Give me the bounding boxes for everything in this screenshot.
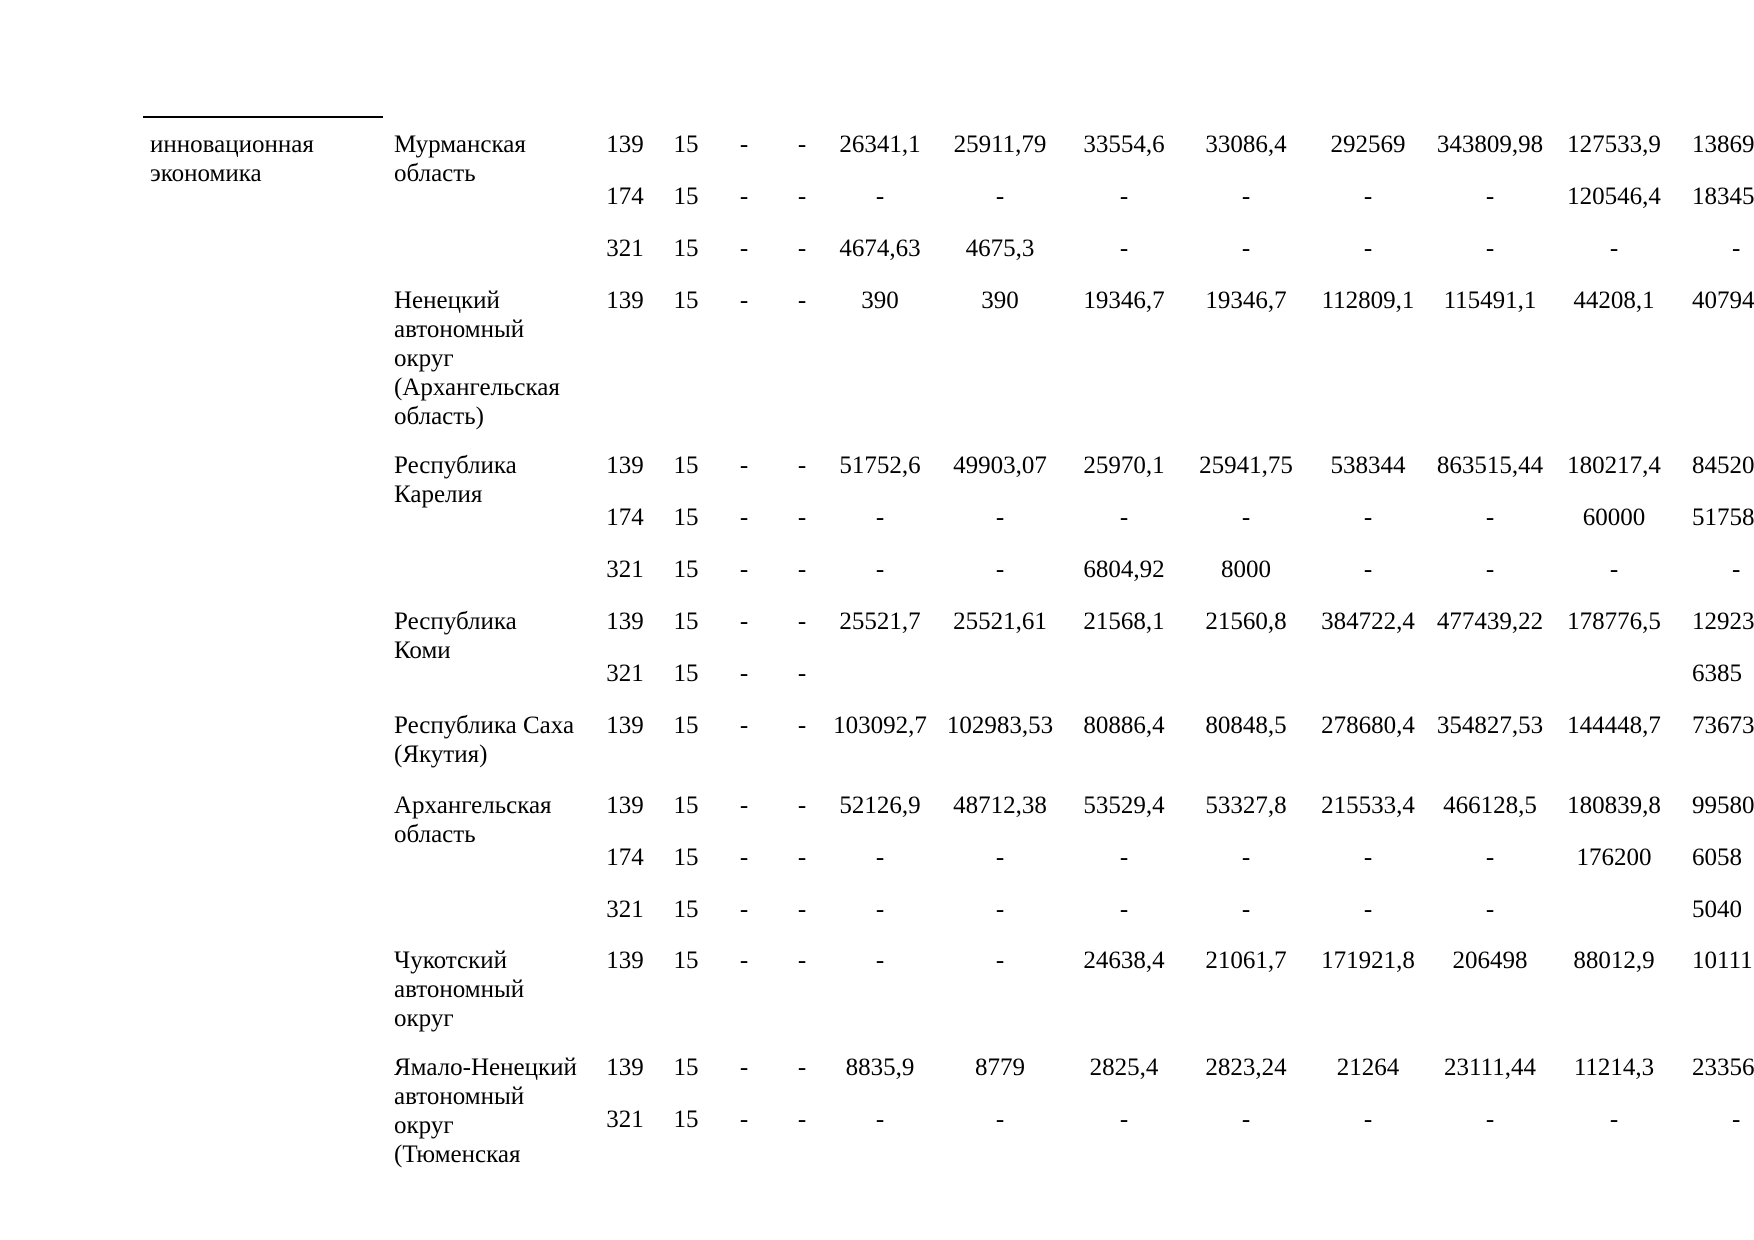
- cell-value-clipped: 23356: [1692, 1054, 1754, 1081]
- cell-percent: 15: [673, 235, 699, 262]
- cell-value: 51752,6: [839, 452, 921, 479]
- cell-dash: -: [797, 1106, 807, 1133]
- cell-percent: 15: [673, 504, 699, 531]
- cell-value: 11214,3: [1573, 1054, 1655, 1081]
- cell-dash: -: [1732, 1106, 1741, 1133]
- table-row: [0, 503, 1754, 533]
- region-name-line: автономный: [394, 976, 525, 1003]
- cell-value: 44208,1: [1573, 287, 1655, 314]
- cell-value-clipped: 5040: [1692, 896, 1742, 923]
- cell-dash: -: [1363, 844, 1373, 871]
- cell-dash: -: [739, 183, 749, 210]
- cell-dash: -: [875, 556, 885, 583]
- cell-dash: -: [1732, 556, 1741, 583]
- cell-dash: -: [1241, 844, 1251, 871]
- cell-dash: -: [1485, 844, 1495, 871]
- cell-value: 6804,92: [1083, 556, 1165, 583]
- cell-value-clipped: 99580: [1692, 792, 1754, 819]
- cell-dash: -: [739, 504, 749, 531]
- cell-dash: -: [1241, 896, 1251, 923]
- cell-dash: -: [797, 131, 807, 158]
- region-name-line: Коми: [394, 637, 451, 664]
- cell-dash: -: [739, 712, 749, 739]
- cell-program-code: 174: [606, 844, 644, 871]
- cell-dash: -: [995, 504, 1005, 531]
- cell-value-clipped: 13869: [1692, 131, 1754, 158]
- cell-value: 25970,1: [1083, 452, 1165, 479]
- cell-dash: -: [1119, 844, 1129, 871]
- cell-dash: -: [1363, 1106, 1373, 1133]
- cell-value: 49903,07: [953, 452, 1047, 479]
- table-row: [0, 946, 1754, 976]
- cell-value: 112809,1: [1321, 287, 1415, 314]
- table-row: [0, 659, 1754, 689]
- cell-value: 144448,7: [1567, 712, 1661, 739]
- cell-dash: -: [1119, 504, 1129, 531]
- region-name-line: (Тюменская: [394, 1141, 521, 1168]
- cell-value: 25521,61: [953, 608, 1047, 635]
- cell-value: 390: [861, 287, 899, 314]
- table-row: [0, 711, 1754, 741]
- region-name-line: Мурманская: [394, 131, 526, 158]
- cell-value: 23111,44: [1444, 1054, 1536, 1081]
- cell-dash: -: [797, 183, 807, 210]
- cell-percent: 15: [673, 844, 699, 871]
- cell-dash: -: [739, 1106, 749, 1133]
- cell-program-code: 139: [606, 131, 644, 158]
- cell-dash: -: [797, 287, 807, 314]
- cell-dash: -: [797, 660, 807, 687]
- cell-value: 21264: [1336, 1054, 1400, 1081]
- cell-dash: -: [1609, 235, 1619, 262]
- cell-dash: -: [739, 131, 749, 158]
- region-name-line: (Якутия): [394, 741, 488, 768]
- region-name-line: Карелия: [394, 481, 483, 508]
- table-row: [0, 130, 1754, 160]
- cell-dash: -: [1119, 183, 1129, 210]
- cell-program-code: 321: [606, 896, 644, 923]
- cell-value-clipped: 6385: [1692, 660, 1742, 687]
- cell-value-clipped: 84520: [1692, 452, 1754, 479]
- cell-dash: -: [1485, 183, 1495, 210]
- cell-program-code: 321: [606, 1106, 644, 1133]
- cell-value: 8000: [1221, 556, 1271, 583]
- region-name-line: область): [394, 403, 484, 430]
- cell-dash: -: [797, 1054, 807, 1081]
- cell-value: 52126,9: [839, 792, 921, 819]
- cell-percent: 15: [673, 452, 699, 479]
- cell-value: 343809,98: [1436, 131, 1544, 158]
- cell-value: 33086,4: [1205, 131, 1287, 158]
- cell-dash: -: [1241, 183, 1251, 210]
- cell-value: 2825,4: [1089, 1054, 1159, 1081]
- cell-program-code: 139: [606, 608, 644, 635]
- cell-value: 103092,7: [833, 712, 927, 739]
- cell-dash: -: [875, 183, 885, 210]
- cell-dash: -: [1609, 556, 1619, 583]
- cell-dash: -: [1241, 1106, 1251, 1133]
- cell-value: 215533,4: [1321, 792, 1415, 819]
- cell-dash: -: [1363, 504, 1373, 531]
- cell-dash: -: [739, 1054, 749, 1081]
- cell-value: 8779: [975, 1054, 1025, 1081]
- row-label-line: инновационная: [150, 131, 314, 158]
- region-name-line: округ: [394, 1005, 454, 1032]
- cell-percent: 15: [673, 608, 699, 635]
- cell-value: 278680,4: [1321, 712, 1415, 739]
- cell-dash: -: [797, 947, 807, 974]
- cell-value: 80848,5: [1205, 712, 1287, 739]
- cell-value: 292569: [1330, 131, 1406, 158]
- cell-dash: -: [739, 792, 749, 819]
- cell-value-clipped: 12923: [1692, 608, 1754, 635]
- cell-program-code: 139: [606, 452, 644, 479]
- cell-value-clipped: 6058: [1692, 844, 1742, 871]
- table-row: [0, 286, 1754, 316]
- cell-dash: -: [1485, 556, 1495, 583]
- region-name-line: (Архангельская: [394, 374, 560, 401]
- cell-dash: -: [995, 556, 1005, 583]
- region-name-line: область: [394, 821, 476, 848]
- cell-dash: -: [739, 287, 749, 314]
- cell-percent: 15: [673, 896, 699, 923]
- cell-dash: -: [1363, 896, 1373, 923]
- cell-value-clipped: 51758: [1692, 504, 1754, 531]
- cell-dash: -: [797, 844, 807, 871]
- cell-program-code: 321: [606, 660, 644, 687]
- cell-dash: -: [1363, 235, 1373, 262]
- cell-dash: -: [875, 504, 885, 531]
- cell-program-code: 174: [606, 504, 644, 531]
- cell-program-code: 321: [606, 556, 644, 583]
- cell-dash: -: [739, 947, 749, 974]
- cell-dash: -: [1363, 183, 1373, 210]
- cell-dash: -: [1241, 235, 1251, 262]
- cell-percent: 15: [673, 287, 699, 314]
- cell-value: 53529,4: [1083, 792, 1165, 819]
- cell-value: 25521,7: [839, 608, 921, 635]
- cell-program-code: 139: [606, 947, 644, 974]
- cell-value-clipped: 40794: [1692, 287, 1754, 314]
- cell-value: 26341,1: [839, 131, 921, 158]
- cell-value: 477439,22: [1436, 608, 1544, 635]
- cell-empty: [1524, 895, 1704, 925]
- region-name-line: Республика: [394, 608, 517, 635]
- cell-value: 80886,4: [1083, 712, 1165, 739]
- table-row: [0, 791, 1754, 821]
- cell-value: 466128,5: [1443, 792, 1537, 819]
- cell-dash: -: [739, 235, 749, 262]
- cell-dash: -: [797, 896, 807, 923]
- cell-value: 384722,4: [1321, 608, 1415, 635]
- cell-value: 48712,38: [953, 792, 1047, 819]
- cell-dash: -: [1119, 1106, 1129, 1133]
- region-name-line: округ: [394, 345, 454, 372]
- cell-value: 24638,4: [1083, 947, 1165, 974]
- cell-percent: 15: [673, 556, 699, 583]
- cell-value: 206498: [1452, 947, 1528, 974]
- region-name-line: Республика: [394, 452, 517, 479]
- region-name-line: Республика Саха: [394, 712, 575, 739]
- table-row: [0, 1053, 1754, 1083]
- cell-dash: -: [1609, 1106, 1619, 1133]
- cell-value: 102983,53: [946, 712, 1054, 739]
- cell-value: 127533,9: [1567, 131, 1661, 158]
- cell-dash: -: [875, 1106, 885, 1133]
- cell-dash: -: [739, 556, 749, 583]
- cell-dash: -: [875, 896, 885, 923]
- cell-dash: -: [797, 556, 807, 583]
- cell-dash: -: [797, 235, 807, 262]
- cell-dash: -: [1241, 504, 1251, 531]
- cell-value: 390: [981, 287, 1019, 314]
- cell-dash: -: [797, 608, 807, 635]
- cell-value: 538344: [1330, 452, 1406, 479]
- table-row: [0, 895, 1754, 925]
- region-name-line: автономный: [394, 316, 525, 343]
- table-top-border-line: [143, 116, 383, 118]
- cell-value: 171921,8: [1321, 947, 1415, 974]
- cell-dash: -: [995, 844, 1005, 871]
- cell-dash: -: [739, 608, 749, 635]
- cell-value: 354827,53: [1436, 712, 1544, 739]
- cell-percent: 15: [673, 660, 699, 687]
- cell-program-code: 139: [606, 792, 644, 819]
- cell-dash: -: [739, 896, 749, 923]
- cell-value: 180217,4: [1567, 452, 1661, 479]
- cell-percent: 15: [673, 1054, 699, 1081]
- cell-program-code: 321: [606, 235, 644, 262]
- cell-dash: -: [1485, 896, 1495, 923]
- cell-percent: 15: [673, 712, 699, 739]
- region-name-line: Архангельская: [394, 792, 552, 819]
- cell-dash: -: [797, 792, 807, 819]
- cell-value: 19346,7: [1083, 287, 1165, 314]
- cell-program-code: 139: [606, 1054, 644, 1081]
- table-row: [0, 451, 1754, 481]
- cell-dash: -: [797, 504, 807, 531]
- cell-value-clipped: 18345: [1692, 183, 1754, 210]
- cell-value: 2823,24: [1205, 1054, 1287, 1081]
- cell-program-code: 139: [606, 287, 644, 314]
- table-row: [0, 1105, 1754, 1135]
- table-row: [0, 607, 1754, 637]
- cell-percent: 15: [673, 947, 699, 974]
- table-row: [0, 555, 1754, 585]
- cell-value: 120546,4: [1567, 183, 1661, 210]
- cell-percent: 15: [673, 131, 699, 158]
- cell-dash: -: [797, 712, 807, 739]
- row-label-line: экономика: [150, 160, 262, 187]
- table-row: [0, 843, 1754, 873]
- cell-value: 4675,3: [965, 235, 1035, 262]
- cell-dash: -: [995, 896, 1005, 923]
- cell-value: 25911,79: [953, 131, 1047, 158]
- cell-value: 53327,8: [1205, 792, 1287, 819]
- cell-value: 25941,75: [1199, 452, 1293, 479]
- region-name-line: Чукотский: [394, 947, 508, 974]
- cell-dash: -: [739, 660, 749, 687]
- cell-value: 115491,1: [1443, 287, 1537, 314]
- cell-value: 180839,8: [1567, 792, 1661, 819]
- cell-dash: -: [739, 452, 749, 479]
- cell-value: 33554,6: [1083, 131, 1165, 158]
- cell-dash: -: [875, 844, 885, 871]
- cell-value: 4674,63: [839, 235, 921, 262]
- cell-dash: -: [1119, 235, 1129, 262]
- cell-dash: -: [875, 947, 885, 974]
- cell-percent: 15: [673, 792, 699, 819]
- cell-percent: 15: [673, 1106, 699, 1133]
- region-name-line: Ненецкий: [394, 287, 500, 314]
- cell-value: 88012,9: [1573, 947, 1655, 974]
- cell-dash: -: [1732, 235, 1741, 262]
- cell-dash: -: [797, 452, 807, 479]
- cell-dash: -: [1119, 896, 1129, 923]
- region-name-line: Ямало-Ненецкий: [394, 1054, 577, 1081]
- cell-value: 21568,1: [1083, 608, 1165, 635]
- cell-value: 19346,7: [1205, 287, 1287, 314]
- cell-value: 8835,9: [845, 1054, 915, 1081]
- cell-dash: -: [1485, 235, 1495, 262]
- cell-dash: -: [995, 1106, 1005, 1133]
- cell-dash: -: [1485, 504, 1495, 531]
- table-row: [0, 182, 1754, 212]
- cell-value: 178776,5: [1567, 608, 1661, 635]
- cell-dash: -: [995, 947, 1005, 974]
- cell-value: 21560,8: [1205, 608, 1287, 635]
- cell-dash: -: [1485, 1106, 1495, 1133]
- cell-value: 176200: [1576, 844, 1652, 871]
- cell-program-code: 174: [606, 183, 644, 210]
- cell-program-code: 139: [606, 712, 644, 739]
- region-name-line: округ: [394, 1112, 454, 1139]
- region-name-line: автономный: [394, 1083, 525, 1110]
- table-row: [0, 234, 1754, 264]
- cell-value: 21061,7: [1205, 947, 1287, 974]
- cell-dash: -: [995, 183, 1005, 210]
- cell-value: 60000: [1582, 504, 1646, 531]
- cell-empty: [1524, 659, 1704, 689]
- cell-dash: -: [739, 844, 749, 871]
- cell-dash: -: [1363, 556, 1373, 583]
- cell-value: 863515,44: [1436, 452, 1544, 479]
- cell-value-clipped: 73673: [1692, 712, 1754, 739]
- region-name-line: область: [394, 160, 476, 187]
- cell-percent: 15: [673, 183, 699, 210]
- cell-value-clipped: 10111: [1692, 947, 1753, 974]
